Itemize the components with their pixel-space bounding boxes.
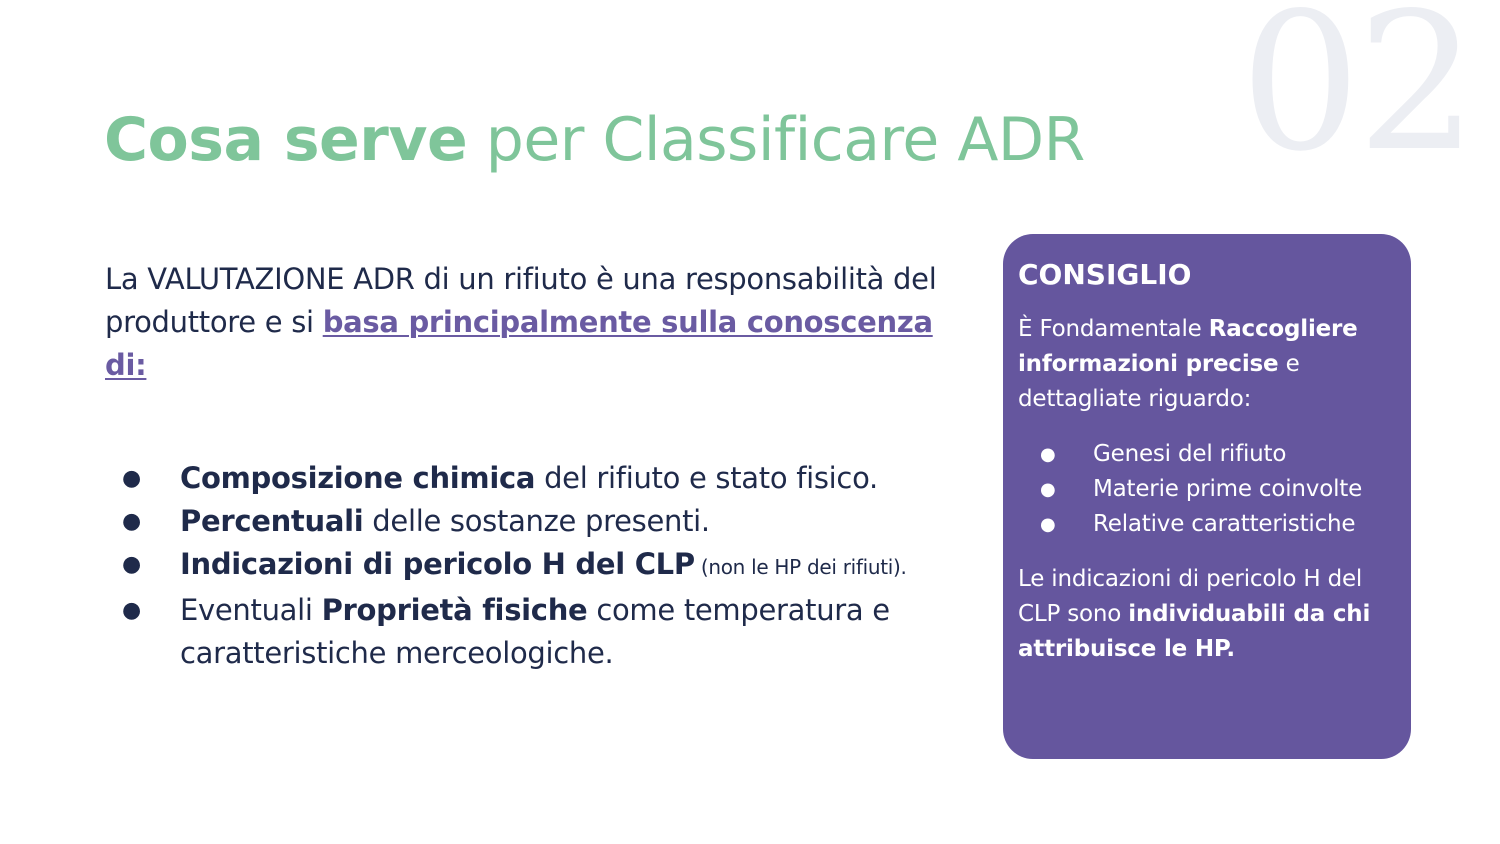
tip-card-list-text: Materie prime coinvolte <box>1093 476 1363 502</box>
list-item <box>122 589 952 675</box>
tip-card-note-text: Le indicazioni di pericolo H del CLP sono <box>1018 566 1363 627</box>
requirements-list <box>122 457 952 675</box>
list-item-text: come temperatura e caratteristiche merceologiche. <box>180 593 890 670</box>
list-item-text: del rifiuto e stato fisico. <box>535 461 878 495</box>
list-item-bold: Composizione chimica <box>180 461 536 495</box>
title-regular-part: per Classificare ADR <box>467 105 1085 175</box>
tip-card-list-text: Relative caratteristiche <box>1093 511 1356 537</box>
tip-card-list-item <box>1018 472 1397 507</box>
bullet-icon: ● <box>1040 444 1056 465</box>
tip-card-intro-text: È Fondamentale <box>1018 316 1209 342</box>
list-item-bold: Proprietà fisiche <box>321 593 588 627</box>
slide-number: 02 <box>1240 0 1474 193</box>
title-bold-part: Cosa serve <box>104 105 468 175</box>
tip-card-list-item <box>1018 507 1397 542</box>
tip-card-intro <box>1018 312 1397 417</box>
tip-card-intro-bold: Raccogliere informazioni precise <box>1018 316 1358 377</box>
list-item <box>122 543 952 589</box>
list-item <box>122 457 952 500</box>
list-item-text: delle sostanze presenti. <box>363 504 710 538</box>
tip-card <box>1003 234 1411 759</box>
list-item-bold: Indicazioni di pericolo H del CLP <box>180 547 695 581</box>
tip-card-heading: CONSIGLIO <box>1018 258 1192 291</box>
list-item-bold: Percentuali <box>180 504 364 538</box>
tip-card-note <box>1018 562 1397 667</box>
tip-card-list <box>1018 437 1397 542</box>
list-item-note: (non le HP dei rifiuti). <box>694 555 907 579</box>
bullet-icon: ● <box>1040 479 1056 500</box>
intro-link[interactable]: basa principalmente sulla conoscenza di: <box>105 305 933 382</box>
tip-card-list-text: Genesi del rifiuto <box>1093 441 1287 467</box>
bullet-icon: ● <box>1040 514 1056 535</box>
bullet-icon: ● <box>122 509 141 534</box>
page-title <box>104 104 1085 176</box>
list-item-prefix: Eventuali <box>180 593 322 627</box>
bullet-icon: ● <box>122 552 141 577</box>
tip-card-note-bold: individuabili da chi attribuisce le HP. <box>1018 601 1371 662</box>
bullet-icon: ● <box>122 466 141 491</box>
list-item <box>122 500 952 543</box>
intro-paragraph <box>105 258 955 387</box>
intro-text: La VALUTAZIONE ADR di un rifiuto è una responsabilità del produttore e si <box>105 262 937 339</box>
tip-card-list-item <box>1018 437 1397 472</box>
tip-card-intro-end: e dettagliate riguardo: <box>1018 351 1300 412</box>
bullet-icon: ● <box>122 598 141 623</box>
